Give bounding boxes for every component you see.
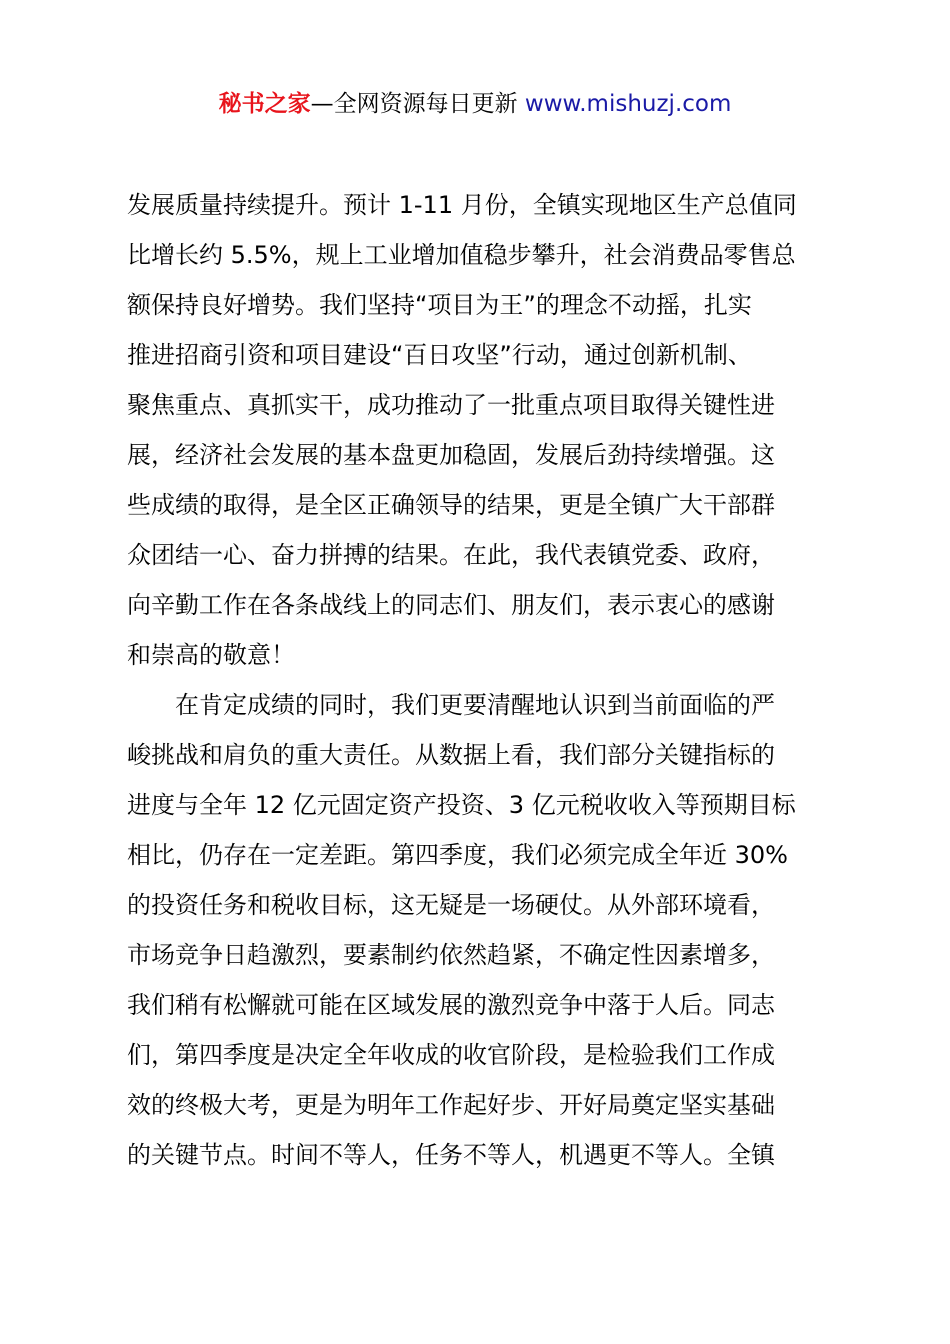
text-line: 们，第四季度是决定全年收成的收官阶段，是检验我们工作成: [127, 1041, 775, 1069]
text-line: 的关键节点。时间不等人，任务不等人，机遇更不等人。全镇: [127, 1141, 775, 1169]
text-line: 和崇高的敬意！: [127, 641, 295, 669]
text-line: 市场竞争日趋激烈，要素制约依然趋紧，不确定性因素增多，: [127, 941, 775, 969]
text-line: 比增长约 5.5%，规上工业增加值稳步攀升，社会消费品零售总: [127, 241, 796, 269]
text-line: 在肯定成绩的同时，我们更要清醒地认识到当前面临的严: [127, 691, 775, 719]
document-body: [127, 180, 832, 1180]
text-line: 发展质量持续提升。预计 1-11 月份，全镇实现地区生产总值同: [127, 191, 797, 219]
text-line: 众团结一心、奋力拼搏的结果。在此，我代表镇党委、政府，: [127, 541, 775, 569]
text-line: 相比，仍存在一定差距。第四季度，我们必须完成全年近 30%: [127, 841, 788, 869]
text-line: 进度与全年 12 亿元固定资产投资、3 亿元税收收入等预期目标: [127, 791, 796, 819]
text-line: 效的终极大考，更是为明年工作起好步、开好局奠定坚实基础: [127, 1091, 775, 1119]
text-line: 我们稍有松懈就可能在区域发展的激烈竞争中落于人后。同志: [127, 991, 775, 1019]
site-tagline: —全网资源每日更新: [310, 91, 525, 117]
page-header: [0, 88, 950, 120]
text-line: 额保持良好增势。我们坚持“项目为王”的理念不动摇，扎实: [127, 291, 752, 319]
text-line: 峻挑战和肩负的重大责任。从数据上看，我们部分关键指标的: [127, 741, 775, 769]
text-line: 展，经济社会发展的基本盘更加稳固，发展后劲持续增强。这: [127, 441, 775, 469]
text-line: 聚焦重点、真抓实干，成功推动了一批重点项目取得关键性进: [127, 391, 775, 419]
text-line: 向辛勤工作在各条战线上的同志们、朋友们，表示衷心的感谢: [127, 591, 775, 619]
text-line: 些成绩的取得，是全区正确领导的结果，更是全镇广大干部群: [127, 491, 775, 519]
text-line: 推进招商引资和项目建设“百日攻坚”行动，通过创新机制、: [127, 341, 752, 369]
site-url[interactable]: www.mishuzj.com: [524, 91, 732, 117]
text-line: 的投资任务和税收目标，这无疑是一场硬仗。从外部环境看，: [127, 891, 775, 919]
site-brand: 秘书之家: [218, 91, 311, 117]
